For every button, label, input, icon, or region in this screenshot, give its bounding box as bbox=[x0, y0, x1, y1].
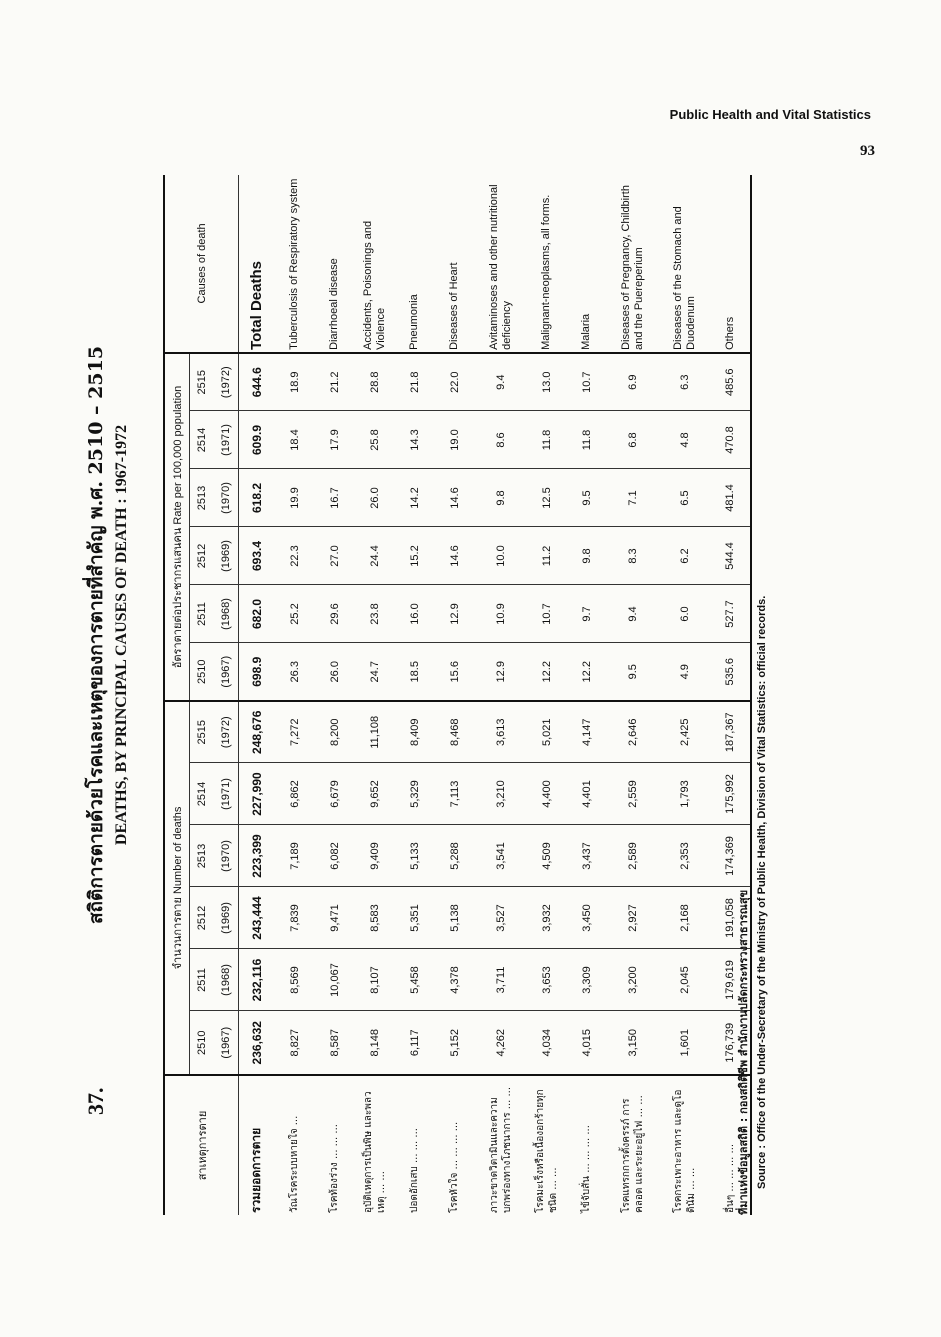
deaths-cell: 243,444 bbox=[239, 887, 275, 949]
rate-cell: 22.0 bbox=[435, 353, 475, 411]
rate-cell: 21.2 bbox=[315, 353, 355, 411]
rate-cell: 28.8 bbox=[355, 353, 395, 411]
deaths-cell: 11,108 bbox=[355, 701, 395, 763]
deaths-cell: 176,739 bbox=[724, 1022, 736, 1063]
cause-english-cell: Avitaminoses and other nutritional deficiency bbox=[475, 175, 527, 353]
year-ce-header: (1969) bbox=[214, 887, 239, 949]
rate-cell: 19.9 bbox=[275, 469, 315, 527]
deaths-cell: 8,583 bbox=[355, 887, 395, 949]
deaths-cell: 3,309 bbox=[567, 949, 607, 1011]
rate-cell: 26.0 bbox=[355, 469, 395, 527]
year-ce-header: (1971) bbox=[214, 411, 239, 469]
cause-english-cell: Total Deaths bbox=[239, 175, 275, 353]
cause-thai-cell: โรคกระเพาะอาหาร และดูโอดินัม ... ... bbox=[659, 1075, 711, 1215]
deaths-cell: 3,541 bbox=[475, 825, 527, 887]
table-row bbox=[355, 175, 395, 1215]
rate-cell: 6.9 bbox=[607, 353, 659, 411]
rate-cell: 9.5 bbox=[567, 469, 607, 527]
rate-cell: 9.8 bbox=[475, 469, 527, 527]
deaths-cell: 9,471 bbox=[315, 887, 355, 949]
rate-cell: 8.3 bbox=[607, 527, 659, 585]
rate-cell: 17.9 bbox=[315, 411, 355, 469]
deaths-cell: 2,168 bbox=[659, 887, 711, 949]
running-head: Public Health and Vital Statistics bbox=[669, 107, 871, 122]
deaths-cell: 4,034 bbox=[540, 1028, 553, 1057]
cause-english-cell: Others bbox=[711, 175, 751, 353]
deaths-cell: 8,569 bbox=[275, 949, 315, 1011]
rate-cell: 16.7 bbox=[315, 469, 355, 527]
year-be-header: 2510 bbox=[196, 1030, 208, 1055]
cause-english-cell: Accidents, Poisonings and Violence bbox=[355, 175, 395, 353]
rate-cell: 23.8 bbox=[355, 585, 395, 643]
deaths-cell: 7,839 bbox=[275, 887, 315, 949]
cause-thai-cell: โรคท้องร่วง ... ... ... bbox=[315, 1075, 355, 1215]
rate-cell: 18.4 bbox=[275, 411, 315, 469]
deaths-cell: 2,559 bbox=[607, 763, 659, 825]
year-be-header: 2512 bbox=[190, 887, 215, 949]
cause-thai-cell: โรคหัวใจ ... ... ... ... bbox=[435, 1075, 475, 1215]
year-ce-header: (1972) bbox=[214, 701, 239, 763]
deaths-cell: 4,262 bbox=[494, 1028, 507, 1057]
deaths-cell: 3,613 bbox=[475, 701, 527, 763]
rate-cell: 24.4 bbox=[355, 527, 395, 585]
rate-cell: 15.2 bbox=[395, 527, 435, 585]
rate-group-header: อัตราตายต่อประชากรแสนคน Rate per 100,000 population bbox=[164, 353, 190, 701]
rate-cell: 527.7 bbox=[711, 585, 751, 643]
title-block bbox=[75, 175, 155, 1215]
deaths-cell: 5,351 bbox=[395, 887, 435, 949]
rate-cell: 13.0 bbox=[527, 353, 567, 411]
deaths-cell: 5,458 bbox=[395, 949, 435, 1011]
deaths-cell: 6,679 bbox=[315, 763, 355, 825]
table-row bbox=[315, 175, 355, 1215]
deaths-cell: 8,587 bbox=[328, 1028, 341, 1057]
rate-cell: 609.9 bbox=[239, 411, 275, 469]
rate-cell: 698.9 bbox=[239, 643, 275, 701]
rate-cell: 535.6 bbox=[711, 643, 751, 701]
page-number: 93 bbox=[860, 143, 875, 159]
rate-cell: 14.6 bbox=[435, 469, 475, 527]
deaths-cell: 3,711 bbox=[475, 949, 527, 1011]
table-row bbox=[659, 175, 711, 1215]
deaths-cell: 1,793 bbox=[659, 763, 711, 825]
deaths-cell: 8,409 bbox=[395, 701, 435, 763]
deaths-cell: 227,990 bbox=[239, 763, 275, 825]
deaths-cell: 2,425 bbox=[659, 701, 711, 763]
cause-thai-cell: โรคแทรกการตั้งครรภ์ การคลอด และระยะอยู่ไฟ ... ... bbox=[607, 1075, 659, 1215]
table-row bbox=[275, 175, 315, 1215]
rate-cell: 618.2 bbox=[239, 469, 275, 527]
deaths-cell: 6,862 bbox=[275, 763, 315, 825]
cause-thai-cell: โรคมะเร็งหรือเนื้องอกร้ายทุกชนิด ... ... bbox=[527, 1075, 567, 1215]
deaths-cell: 174,369 bbox=[711, 825, 751, 887]
deaths-cell: 3,200 bbox=[607, 949, 659, 1011]
rate-cell: 10.0 bbox=[475, 527, 527, 585]
deaths-cell: 8,827 bbox=[288, 1028, 301, 1057]
cause-english-cell: Malaria bbox=[567, 175, 607, 353]
deaths-cell: 232,116 bbox=[239, 949, 275, 1011]
rate-cell: 12.9 bbox=[435, 585, 475, 643]
year-ce-header: (1967) bbox=[214, 1011, 239, 1075]
rate-cell: 22.3 bbox=[275, 527, 315, 585]
deaths-cell: 2,646 bbox=[607, 701, 659, 763]
table-row bbox=[435, 175, 475, 1215]
cause-thai-cell: ปอดอักเสบ ... ... ... bbox=[395, 1075, 435, 1215]
cause-thai-cell: อุบัติเหตุการเป็นพิษ และพลวเหตุ ... ... bbox=[355, 1075, 395, 1215]
deaths-cell: 4,015 bbox=[580, 1028, 593, 1057]
year-be-header: 2510 bbox=[190, 643, 215, 701]
rate-cell: 4.8 bbox=[659, 411, 711, 469]
rate-cell: 544.4 bbox=[711, 527, 751, 585]
cause-english-cell: Diseases of the Stomach and Duodenum bbox=[659, 175, 711, 353]
year-be-header: 2512 bbox=[190, 527, 215, 585]
rate-cell: 12.9 bbox=[475, 643, 527, 701]
deaths-cell: 3,150 bbox=[626, 1028, 639, 1057]
rate-cell: 9.8 bbox=[567, 527, 607, 585]
rate-cell: 485.6 bbox=[711, 353, 751, 411]
rate-cell: 9.4 bbox=[607, 585, 659, 643]
year-be-header: 2515 bbox=[190, 701, 215, 763]
rate-cell: 11.8 bbox=[567, 411, 607, 469]
cause-english-cell: Malignant-neoplasms, all forms. bbox=[527, 175, 567, 353]
year-ce-header: (1971) bbox=[214, 763, 239, 825]
rate-cell: 24.7 bbox=[355, 643, 395, 701]
rate-cell: 18.9 bbox=[275, 353, 315, 411]
rate-cell: 25.2 bbox=[275, 585, 315, 643]
table-row bbox=[527, 175, 567, 1215]
rate-cell: 9.5 bbox=[607, 643, 659, 701]
deaths-cell: 2,927 bbox=[607, 887, 659, 949]
deaths-cell: 8,468 bbox=[435, 701, 475, 763]
table-title-english: DEATHS, BY PRINCIPAL CAUSES OF DEATH : 1967-1972 bbox=[113, 424, 130, 846]
rate-cell: 14.2 bbox=[395, 469, 435, 527]
year-ce-header: (1972) bbox=[214, 353, 239, 411]
rate-cell: 11.2 bbox=[527, 527, 567, 585]
cause-thai-cell: ภาวะขาดวิตามินและความบกพร่องทางโภชนาการ ... ... bbox=[475, 1075, 527, 1215]
table-number: 37. bbox=[83, 1087, 108, 1115]
rate-cell: 10.7 bbox=[527, 585, 567, 643]
deaths-cell: 187,367 bbox=[711, 701, 751, 763]
year-ce-header: (1968) bbox=[214, 585, 239, 643]
deaths-cell: 1,601 bbox=[678, 1028, 691, 1057]
table-row bbox=[475, 175, 527, 1215]
year-be-header: 2514 bbox=[190, 763, 215, 825]
deaths-cell: 4,378 bbox=[435, 949, 475, 1011]
deaths-cell: 3,210 bbox=[475, 763, 527, 825]
year-ce-header: (1970) bbox=[214, 469, 239, 527]
rate-cell: 9.7 bbox=[567, 585, 607, 643]
cause-english-cell: Diseases of Pregnancy, Childbirth and the Puereperium bbox=[607, 175, 659, 353]
rate-cell: 29.6 bbox=[315, 585, 355, 643]
rate-cell: 11.8 bbox=[527, 411, 567, 469]
rate-cell: 4.9 bbox=[659, 643, 711, 701]
rate-cell: 15.6 bbox=[435, 643, 475, 701]
rate-cell: 12.5 bbox=[527, 469, 567, 527]
rate-cell: 10.7 bbox=[567, 353, 607, 411]
rate-cell: 693.4 bbox=[239, 527, 275, 585]
deaths-cell: 9,409 bbox=[355, 825, 395, 887]
table-body bbox=[239, 175, 751, 1215]
rate-cell: 6.5 bbox=[659, 469, 711, 527]
cause-english-cell: Diarrhoeal disease bbox=[315, 175, 355, 353]
rate-cell: 7.1 bbox=[607, 469, 659, 527]
rate-cell: 21.8 bbox=[395, 353, 435, 411]
deaths-cell: 10,067 bbox=[315, 949, 355, 1011]
deaths-cell: 6,082 bbox=[315, 825, 355, 887]
deaths-cell: 3,653 bbox=[527, 949, 567, 1011]
rate-cell: 12.2 bbox=[527, 643, 567, 701]
deaths-cell: 5,133 bbox=[395, 825, 435, 887]
deaths-cell: 7,113 bbox=[435, 763, 475, 825]
deaths-cell: 236,632 bbox=[249, 1021, 264, 1065]
rate-cell: 8.6 bbox=[475, 411, 527, 469]
year-be-header: 2514 bbox=[190, 411, 215, 469]
cause-thai-header: สาเหตุการตาย bbox=[164, 1075, 239, 1215]
deaths-cell: 5,021 bbox=[527, 701, 567, 763]
source-english: Source : Office of the Under-Secretary of the Ministry of Public Health, Division of Vital Statistics: official records. bbox=[756, 595, 768, 1189]
deaths-group-header: จำนวนการตาย Number of deaths bbox=[164, 701, 190, 1075]
deaths-cell: 7,189 bbox=[275, 825, 315, 887]
rate-cell: 6.3 bbox=[659, 353, 711, 411]
cause-thai-cell: ไข้จับสั่น ... ... ... ... bbox=[567, 1075, 607, 1215]
cause-english-cell: Tuberculosis of Respiratory system bbox=[275, 175, 315, 353]
deaths-cell: 5,329 bbox=[395, 763, 435, 825]
year-be-header: 2515 bbox=[190, 353, 215, 411]
deaths-cell: 4,401 bbox=[567, 763, 607, 825]
cause-english-cell: Diseases of Heart bbox=[435, 175, 475, 353]
rate-cell: 27.0 bbox=[315, 527, 355, 585]
rate-cell: 14.6 bbox=[435, 527, 475, 585]
cause-thai-cell: อื่นๆ ... ... ... ... bbox=[711, 1075, 751, 1215]
deaths-cell: 2,045 bbox=[659, 949, 711, 1011]
rate-cell: 14.3 bbox=[395, 411, 435, 469]
deaths-cell: 3,527 bbox=[475, 887, 527, 949]
deaths-cell: 8,148 bbox=[368, 1028, 381, 1057]
rate-cell: 19.0 bbox=[435, 411, 475, 469]
table-row bbox=[567, 175, 607, 1215]
deaths-cell: 4,147 bbox=[567, 701, 607, 763]
source-thai: ที่มาแห่งข้อมูลสถิติ : กองสถิติชีพ สำนักงานปลัดกระทรวงสาธารณสุข bbox=[737, 889, 750, 1215]
year-ce-header: (1967) bbox=[214, 643, 239, 701]
year-be-header: 2511 bbox=[190, 585, 215, 643]
deaths-cell: 6,117 bbox=[408, 1029, 421, 1057]
rate-cell: 10.9 bbox=[475, 585, 527, 643]
deaths-cell: 8,200 bbox=[315, 701, 355, 763]
rate-cell: 6.8 bbox=[607, 411, 659, 469]
rate-cell: 644.6 bbox=[239, 353, 275, 411]
table-title-thai: สถิติการตายด้วยโรคและเหตุของการตายที่สำคัญ พ.ศ. 2510 – 2515 bbox=[85, 345, 107, 925]
deaths-cell: 175,992 bbox=[711, 763, 751, 825]
cause-english-header: Causes of death bbox=[164, 175, 239, 353]
cause-english-cell: Pneumonia bbox=[395, 175, 435, 353]
deaths-cell: 4,400 bbox=[527, 763, 567, 825]
rate-cell: 25.8 bbox=[355, 411, 395, 469]
rate-cell: 682.0 bbox=[239, 585, 275, 643]
rate-cell: 18.5 bbox=[395, 643, 435, 701]
deaths-cell: 9,652 bbox=[355, 763, 395, 825]
deaths-cell: 5,288 bbox=[435, 825, 475, 887]
rate-cell: 26.3 bbox=[275, 643, 315, 701]
year-ce-header: (1970) bbox=[214, 825, 239, 887]
rate-cell: 481.4 bbox=[711, 469, 751, 527]
source-block bbox=[735, 175, 771, 1215]
cause-thai-cell: วัณโรคระบบหายใจ ... bbox=[275, 1075, 315, 1215]
rate-cell: 470.8 bbox=[711, 411, 751, 469]
year-ce-header: (1968) bbox=[214, 949, 239, 1011]
deaths-cell: 4,509 bbox=[527, 825, 567, 887]
deaths-cell: 5,138 bbox=[435, 887, 475, 949]
rate-cell: 12.2 bbox=[567, 643, 607, 701]
table-row bbox=[395, 175, 435, 1215]
table-row bbox=[239, 175, 275, 1215]
year-ce-header: (1969) bbox=[214, 527, 239, 585]
year-be-header: 2513 bbox=[190, 825, 215, 887]
rate-cell: 6.0 bbox=[659, 585, 711, 643]
deaths-cell: 3,450 bbox=[567, 887, 607, 949]
deaths-table bbox=[163, 175, 752, 1215]
deaths-cell: 2,353 bbox=[659, 825, 711, 887]
deaths-cell: 5,152 bbox=[448, 1028, 461, 1057]
deaths-cell: 7,272 bbox=[275, 701, 315, 763]
rotated-table-page bbox=[75, 175, 795, 1215]
deaths-cell: 3,932 bbox=[527, 887, 567, 949]
rate-cell: 16.0 bbox=[395, 585, 435, 643]
rate-cell: 9.4 bbox=[475, 353, 527, 411]
deaths-cell: 179,619 bbox=[711, 949, 751, 1011]
rate-cell: 6.2 bbox=[659, 527, 711, 585]
deaths-cell: 223,399 bbox=[239, 825, 275, 887]
year-be-header: 2511 bbox=[190, 949, 215, 1011]
year-be-header: 2513 bbox=[190, 469, 215, 527]
deaths-cell: 3,437 bbox=[567, 825, 607, 887]
deaths-cell: 191,058 bbox=[711, 887, 751, 949]
table-row bbox=[607, 175, 659, 1215]
deaths-cell: 2,589 bbox=[607, 825, 659, 887]
cause-thai-cell: รวมยอดการตาย bbox=[239, 1075, 275, 1215]
rate-cell: 26.0 bbox=[315, 643, 355, 701]
deaths-cell: 248,676 bbox=[239, 701, 275, 763]
deaths-cell: 8,107 bbox=[355, 949, 395, 1011]
